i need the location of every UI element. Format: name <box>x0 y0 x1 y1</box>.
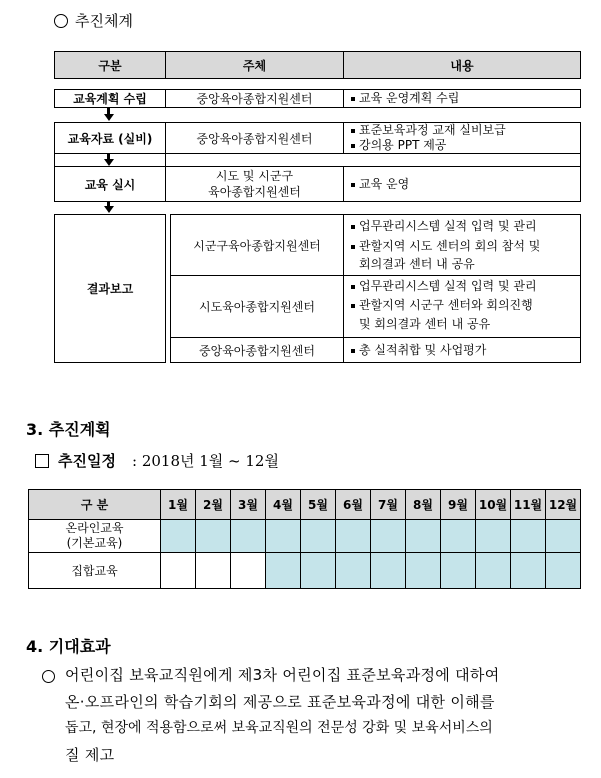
table-row <box>29 553 581 589</box>
schedule-month-cell <box>301 553 336 589</box>
schedule-month-cell <box>546 553 581 589</box>
effect-line: 질 제고 <box>65 746 115 764</box>
effect-line: 돕고, 현장에 적용함으로써 보육교직원의 전문성 강화 및 보육서비스의 <box>65 720 493 736</box>
schedule-month-cell <box>406 553 441 589</box>
month-header: 1월 <box>161 490 196 520</box>
table-header-cell: 구 분 <box>29 490 161 520</box>
month-header: 5월 <box>301 490 336 520</box>
schedule-month-cell <box>511 553 546 589</box>
structure-heading: 추진체계 <box>75 12 133 30</box>
divider <box>165 154 166 166</box>
schedule-month-cell <box>476 520 511 553</box>
agent-delivery <box>165 166 344 202</box>
effect-line: 어린이집 보육교직원에게 제3차 어린이집 표준보육과정에 대하여 <box>65 666 500 684</box>
list-item: 교육 운영계획 수립 <box>351 90 459 107</box>
month-header: 7월 <box>371 490 406 520</box>
down-arrow-icon <box>104 159 114 166</box>
stage-report: 결과보고 <box>54 214 166 363</box>
schedule-month-cell <box>266 553 301 589</box>
agent-plan: 중앙육아종합지원센터 <box>165 89 344 108</box>
month-header: 2월 <box>196 490 231 520</box>
agent-materials: 중앙육아종합지원센터 <box>165 122 344 154</box>
month-header: 6월 <box>336 490 371 520</box>
circle-bullet-icon <box>54 14 68 28</box>
row-label-line: (기본교육) <box>66 536 123 550</box>
table-row <box>29 490 581 520</box>
schedule-month-cell <box>476 553 511 589</box>
schedule-month-cell <box>231 553 266 589</box>
schedule-month-cell <box>196 553 231 589</box>
list-item: 업무관리시스템 실적 입력 및 관리 <box>351 278 537 295</box>
schedule-month-cell <box>196 520 231 553</box>
stage-materials: 교육자료 (실비) <box>54 122 166 154</box>
table-row <box>29 520 581 553</box>
list-item: 총 실적취합 및 사업평가 <box>351 342 486 359</box>
stage-plan: 교육계획 수립 <box>54 89 166 108</box>
list-item: 교육 운영 <box>351 176 409 193</box>
list-item: 표준보육과정 교재 실비보급 <box>351 122 506 139</box>
schedule-month-cell <box>161 553 196 589</box>
list-item: 관할지역 시도 센터의 회의 참석 및 <box>351 238 540 255</box>
schedule-month-cell <box>371 553 406 589</box>
stage-delivery: 교육 실시 <box>54 166 166 202</box>
schedule-month-cell <box>231 520 266 553</box>
list-item: 회의결과 센터 내 공유 <box>359 257 475 271</box>
agent-line: 시도 및 시군구 <box>215 169 294 183</box>
effect-line: 온·오프라인의 학습기회의 제공으로 표준보육과정에 대한 이해를 <box>65 693 495 711</box>
schedule-month-cell <box>546 520 581 553</box>
row-label-online <box>29 520 161 553</box>
col-header-category: 구분 <box>54 51 166 79</box>
row-label-line: 온라인교육 <box>65 521 124 535</box>
schedule-month-cell <box>301 520 336 553</box>
agent-report-sido: 시도육아종합지원센터 <box>170 275 344 338</box>
month-header: 8월 <box>406 490 441 520</box>
list-item: 업무관리시스템 실적 입력 및 관리 <box>351 218 537 235</box>
agent-line: 육아종합지원센터 <box>208 185 301 199</box>
schedule-month-cell <box>161 520 196 553</box>
month-header: 9월 <box>441 490 476 520</box>
month-header: 10월 <box>476 490 511 520</box>
schedule-month-cell <box>406 520 441 553</box>
schedule-month-cell <box>336 520 371 553</box>
checkbox-square-icon <box>35 454 49 468</box>
circle-bullet-icon <box>42 670 55 683</box>
schedule-month-cell <box>441 520 476 553</box>
agent-report-central: 중앙육아종합지원센터 <box>170 337 344 363</box>
effect-heading: 4. 기대효과 <box>26 637 111 656</box>
list-item: 강의용 PPT 제공 <box>351 137 446 154</box>
month-header: 4월 <box>266 490 301 520</box>
month-header: 11월 <box>511 490 546 520</box>
schedule-month-cell <box>336 553 371 589</box>
schedule-value: : 2018년 1월 ~ 12월 <box>132 452 279 470</box>
list-item: 및 회의결과 센터 내 공유 <box>359 317 491 331</box>
schedule-month-cell <box>441 553 476 589</box>
plan-heading: 3. 추진계획 <box>26 420 111 439</box>
divider <box>54 154 581 166</box>
schedule-month-cell <box>266 520 301 553</box>
schedule-label: 추진일정 <box>58 452 116 470</box>
schedule-table <box>28 489 581 589</box>
month-header: 12월 <box>546 490 581 520</box>
col-header-agent: 주체 <box>165 51 344 79</box>
col-header-content: 내용 <box>343 51 581 79</box>
schedule-month-cell <box>371 520 406 553</box>
row-label-group: 집합교육 <box>29 553 161 589</box>
list-item: 관할지역 시군구 센터와 회의진행 <box>351 297 533 314</box>
down-arrow-icon <box>104 114 114 121</box>
down-arrow-icon <box>104 206 114 213</box>
month-header: 3월 <box>231 490 266 520</box>
report-gap-line <box>165 214 166 363</box>
agent-report-sigungu: 시군구육아종합지원센터 <box>170 214 344 276</box>
schedule-month-cell <box>511 520 546 553</box>
